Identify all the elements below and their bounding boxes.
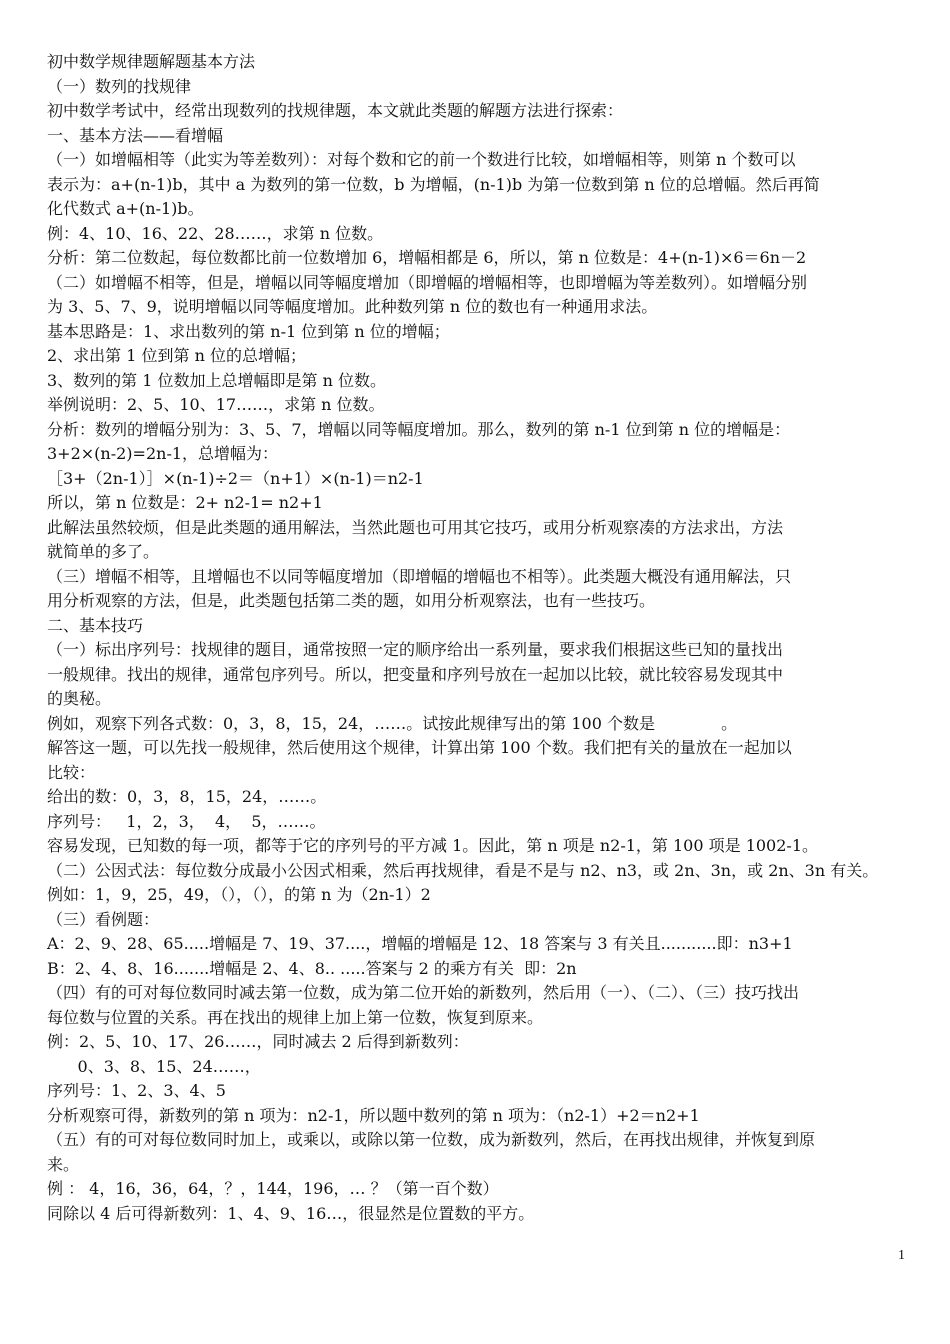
text-line: 容易发现，已知数的每一项，都等于它的序列号的平方减 1。因此，第 n 项是 n2-1，第 100 项是 1002-1。	[47, 836, 819, 855]
text-line: 每位数与位置的关系。再在找出的规律上加上第一位数，恢复到原来。	[47, 1007, 544, 1027]
text-line: 一般规律。找出的规律，通常包序列号。所以，把变量和序列号放在一起加以比较，就比较容易发现其中	[47, 664, 784, 684]
text-line: 基本思路是：1、求出数列的第 n-1 位到第 n 位的增幅；	[47, 321, 450, 341]
document-body	[47, 50, 917, 1226]
text-line: 2、求出第 1 位到第 n 位的总增幅；	[47, 346, 307, 365]
text-line: 序列号：1、2、3、4、5	[47, 1081, 226, 1100]
text-line: 初中数学考试中，经常出现数列的找规律题，本文就此类题的解题方法进行探索：	[47, 101, 624, 120]
text-line: 分析观察可得，新数列的第 n 项为：n2-1，所以题中数列的第 n 项为：（n2-1）+2＝n2+1	[47, 1105, 700, 1125]
text-line: （二）公因式法：每位数分成最小公因式相乘，然后再找规律，看是不是与 n2、n3，或 2n、3n，或 2n、3n 有关。	[47, 860, 879, 880]
text-line: 序列号： 1，2，3， 4， 5，……。	[47, 811, 326, 831]
text-line: 比较：	[47, 762, 96, 782]
text-line: （一）标出序列号：找规律的题目，通常按照一定的顺序给出一系列量，要求我们根据这些已知的量找出	[47, 640, 784, 659]
document-lines	[47, 75, 917, 1227]
text-line: 3+2×(n-2)=2n-1，总增幅为：	[47, 444, 279, 463]
text-line: 举例说明：2、5、10、17……，求第 n 位数。	[47, 395, 385, 414]
text-line: 为 3、5、7、9，说明增幅以同等幅度增加。此种数列第 n 位的数也有一种通用求法。	[47, 297, 658, 316]
text-line: 例 ： 4，16，36，64，？，144，196，… ？（第一百个数）	[47, 1179, 499, 1198]
document-title: 初中数学规律题解题基本方法	[47, 52, 256, 71]
text-line: 一、基本方法——看增幅	[47, 125, 224, 145]
text-line: 的奥秘。	[47, 689, 112, 708]
text-line: （三）增幅不相等，且增幅也不以同等幅度增加（即增幅的增幅也不相等）。此类题大概没有通用解法，只	[47, 566, 792, 586]
text-line: 例：4、10、16、22、28……，求第 n 位数。	[47, 223, 384, 243]
text-line: 化代数式 a+(n-1)b。	[47, 199, 204, 218]
text-line: 同除以 4 后可得新数列：1、4、9、16…，很显然是位置数的平方。	[47, 1203, 535, 1223]
text-line: （一）数列的找规律	[47, 76, 192, 96]
text-line: 分析：第二位数起，每位数都比前一位数增加 6，增幅相都是 6，所以，第 n 位数是：4+(n-1)×6＝6n－2	[47, 248, 807, 267]
text-line: （一）如增幅相等（此实为等差数列）：对每个数和它的前一个数进行比较，如增幅相等，则第 n 个数可以	[47, 150, 796, 169]
text-line: （四）有的可对每位数同时减去第一位数，成为第二位开始的新数列，然后用（一）、（二）、（三）技巧找出	[47, 983, 800, 1002]
text-line: 例如：1，9，25，49，（），（），的第 n 为（2n-1）2	[47, 885, 431, 904]
text-line: 例：2、5、10、17、26……，同时减去 2 后得到新数列：	[47, 1032, 469, 1051]
text-line: 表示为：a+(n-1)b，其中 a 为数列的第一位数，b 为增幅，(n-1)b 为第一位数到第 n 位的总增幅。然后再简	[47, 174, 820, 194]
text-line: 就简单的多了。	[47, 542, 160, 561]
page-number: 1	[898, 1248, 905, 1263]
text-line: 分析：数列的增幅分别为：3、5、7，增幅以同等幅度增加。那么，数列的第 n-1 位到第 n 位的增幅是：	[47, 419, 791, 439]
text-line: 所以，第 n 位数是：2+ n2-1= n2+1	[47, 493, 323, 512]
text-line: 3、数列的第 1 位数加上总增幅即是第 n 位数。	[47, 370, 387, 390]
text-line: ［3+（2n-1）］×(n-1)÷2＝（n+1）×(n-1)＝n2-1	[47, 468, 424, 488]
text-line: 给出的数：0，3，8，15，24，……。	[47, 787, 327, 806]
text-line: 例如，观察下列各式数：0，3，8，15，24，……。试按此规律写出的第 100 个数是 。	[47, 713, 738, 733]
text-line: （二）如增幅不相等，但是，增幅以同等幅度增加（即增幅的增幅相等，也即增幅为等差数列）。如增幅分别	[47, 272, 808, 292]
text-line: 二、基本技巧	[47, 615, 144, 635]
text-line: 用分析观察的方法，但是，此类题包括第二类的题，如用分析观察法，也有一些技巧。	[47, 591, 656, 610]
text-line: （五）有的可对每位数同时加上，或乘以，或除以第一位数，成为新数列，然后，在再找出规律，并恢复到原	[47, 1130, 816, 1149]
text-line: A：2、9、28、65.....增幅是 7、19、37....，增幅的增幅是 12、18 答案与 3 有关且...........即：n3+1	[47, 934, 793, 953]
text-line: （三）看例题：	[47, 909, 160, 929]
text-line: B：2、4、8、16.......增幅是 2、4、8.. .....答案与 2 的乘方有关 即：2n	[47, 958, 577, 978]
text-line: 来。	[47, 1154, 80, 1174]
text-line: 此解法虽然较烦，但是此类题的通用解法，当然此题也可用其它技巧，或用分析观察凑的方法求出，方法	[47, 517, 784, 537]
text-line: 解答这一题，可以先找一般规律，然后使用这个规律，计算出第 100 个数。我们把有关的量放在一起加以	[47, 738, 792, 757]
text-line: 0、3、8、15、24……，	[47, 1056, 261, 1076]
